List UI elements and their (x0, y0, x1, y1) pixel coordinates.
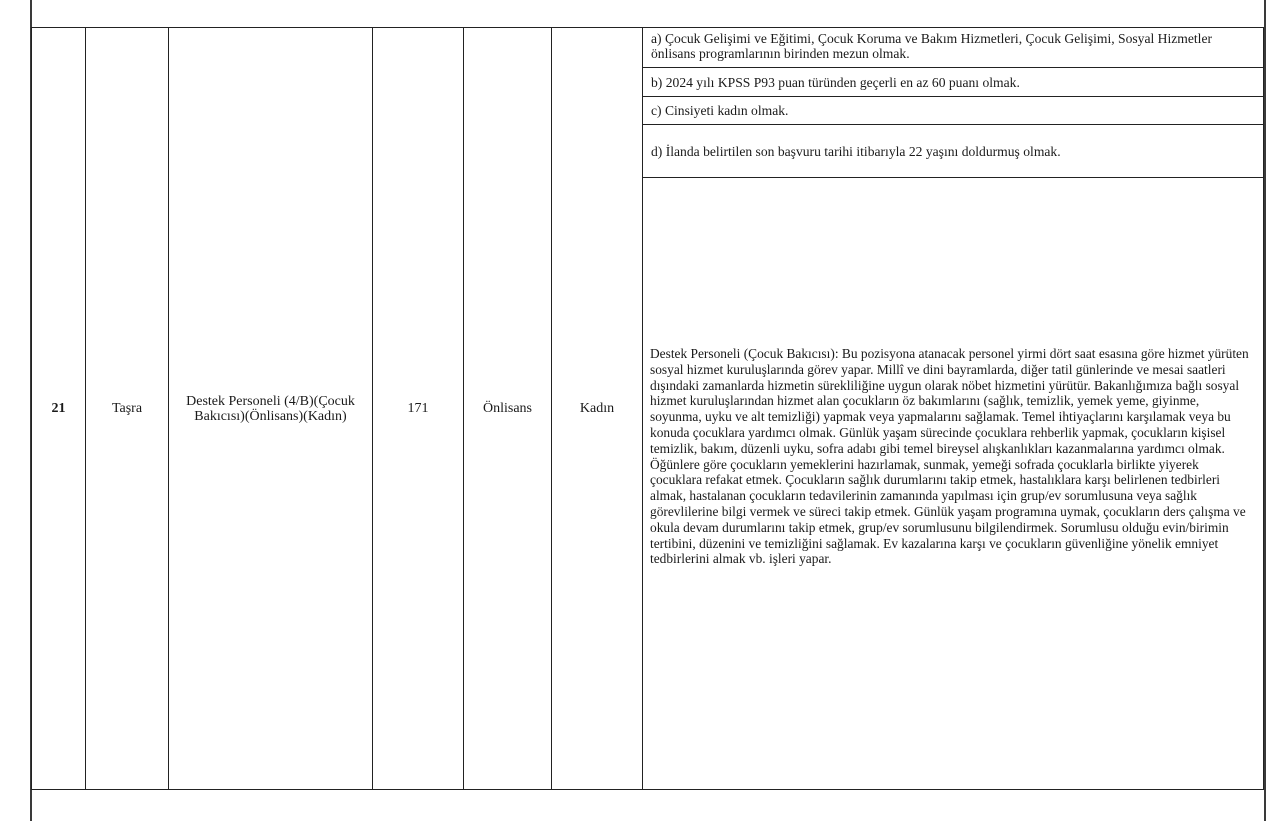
education-level-cell: Önlisans (464, 28, 552, 790)
requirement-d: d) İlanda belirtilen son başvuru tarihi itibarıyla 22 yaşını doldurmuş olmak. (643, 125, 1264, 178)
requirement-a: a) Çocuk Gelişimi ve Eğitimi, Çocuk Koruma ve Bakım Hizmetleri, Çocuk Gelişimi, Sosyal Hizmetler önlisans programlarının birinden mezun olmak. (643, 28, 1264, 68)
page-right-rule (1264, 0, 1266, 821)
position-table (31, 27, 1264, 790)
requirement-c: c) Cinsiyeti kadın olmak. (643, 97, 1264, 125)
row-number-cell: 21 (32, 28, 86, 790)
position-count-cell: 171 (373, 28, 464, 790)
job-description-cell: Destek Personeli (Çocuk Bakıcısı): Bu pozisyona atanacak personel yirmi dört saat esasına göre hizmet yürüten sosyal hizmet kuruluşlarında görev yapar. Millî ve dini bayramlarda, diğer tatil günlerinde ve mesai saatleri dışındaki zamanlarda hizmetin sürekliliğine uygun olarak nöbet hizmetini yürütür. Bakanlığımıza bağlı sosyal hizmet kuruluşlarından hizmet alan çocukların öz bakımlarını (sağlık, temizlik, yemek yeme, giyinme, soyunma, uyku ve alt temizliği) yapmak veya yapmalarını sağlamak. Temel ihtiyaçlarını karşılamak veya bu konuda çocuklara yardımcı olmak. Günlük yaşam sürecinde çocuklara rehberlik yapmak, çocukların kişisel temizlik, bakım, düzenli uyku, sofra adabı gibi temel bireysel alışkanlıkları kazanmalarına yardımcı olmak. Öğünlere göre çocukların yemeklerini hazırlamak, sunmak, yemeği sofrada çocuklarla birlikte yiyerek çocuklara refakat etmek. Çocukların sağlık durumlarını takip etmek, hastalıklara karşı belirlenen tedbirleri almak, hastalanan çocukların tedavilerinin zamanında yapılması için grup/ev sorumlusuna veya sağlık görevlilerine bilgi vermek ve süreci takip etmek. Günlük yaşam programına uymak, çocukların ders çalışma ve okula devam durumlarını takip etmek, grup/ev sorumlusunu bilgilendirmek. Sorumlusu olduğu evin/birimin tertibini, düzenini ve temizliğini sağlamak. Ev kazalarına karşı ve çocukların güvenliğine yönelik emniyet tedbirlerini almak vb. işleri yapar. (643, 178, 1264, 790)
requirement-b: b) 2024 yılı KPSS P93 puan türünden geçerli en az 60 puanı olmak. (643, 68, 1264, 97)
position-title-cell: Destek Personeli (4/B)(Çocuk Bakıcısı)(Önlisans)(Kadın) (169, 28, 373, 790)
gender-cell: Kadın (552, 28, 643, 790)
location-cell: Taşra (86, 28, 169, 790)
table-row (32, 28, 1264, 68)
